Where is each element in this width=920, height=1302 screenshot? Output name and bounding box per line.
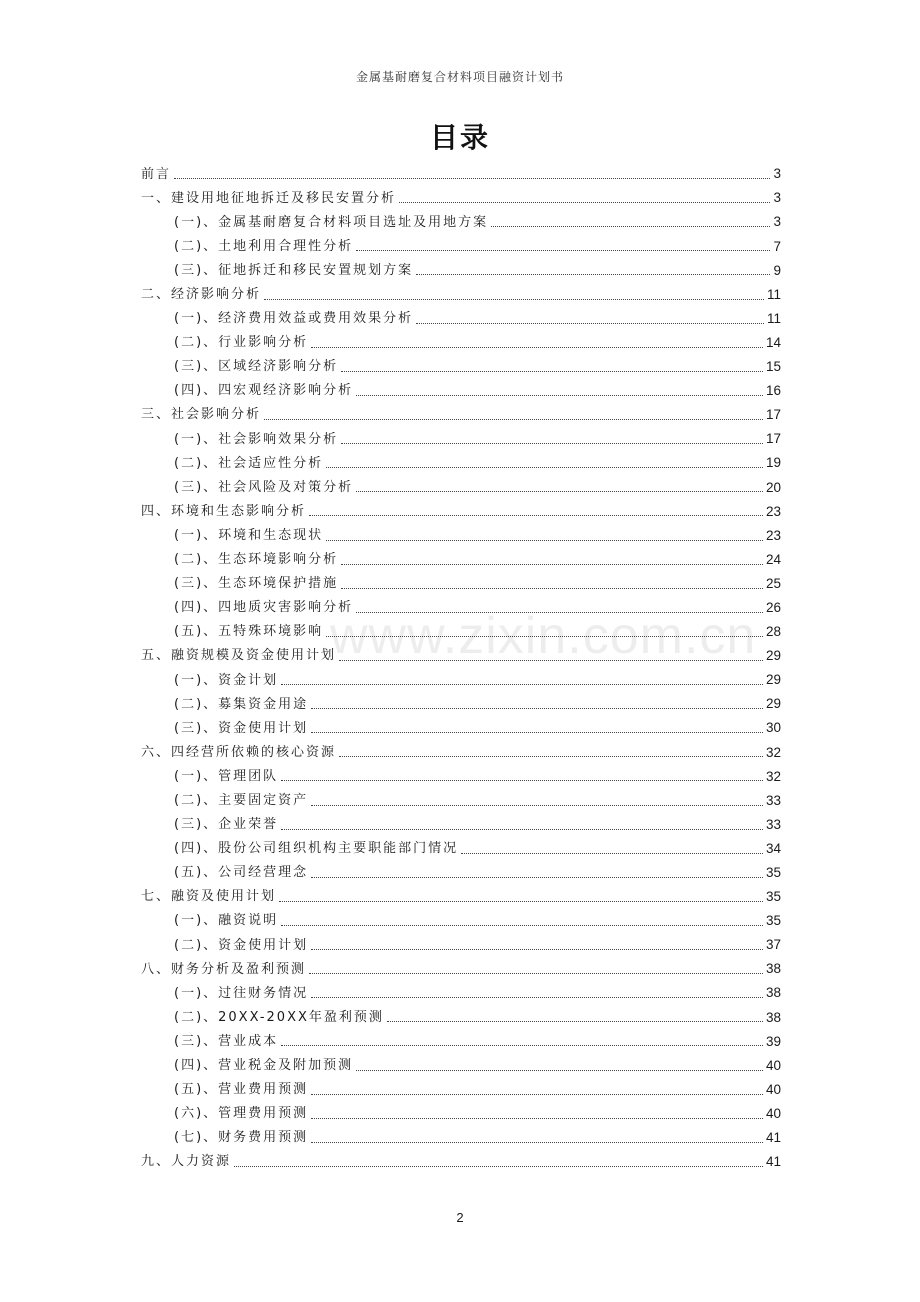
toc-entry-page: 34 bbox=[765, 840, 781, 856]
toc-entry-sub[interactable] bbox=[141, 210, 781, 234]
dot-leader bbox=[281, 780, 763, 781]
toc-entry-sub[interactable] bbox=[141, 523, 781, 547]
dot-leader bbox=[326, 540, 763, 541]
toc-entry[interactable] bbox=[141, 186, 781, 210]
toc-entry[interactable] bbox=[141, 740, 781, 764]
table-of-contents bbox=[141, 162, 781, 1174]
dot-leader bbox=[311, 949, 763, 950]
toc-entry-page: 35 bbox=[765, 889, 781, 905]
dot-leader bbox=[461, 853, 763, 854]
toc-entry-label: (二)、主要固定资产 bbox=[174, 792, 309, 808]
toc-entry-label: (一)、融资说明 bbox=[174, 913, 279, 929]
toc-entry-page: 15 bbox=[765, 359, 781, 375]
toc-entry-sub[interactable] bbox=[141, 861, 781, 885]
toc-entry-sub[interactable] bbox=[141, 596, 781, 620]
dot-leader bbox=[281, 1045, 763, 1046]
toc-entry-label: (四)、股份公司组织机构主要职能部门情况 bbox=[174, 841, 459, 857]
toc-entry-label: (三)、征地拆迁和移民安置规划方案 bbox=[174, 262, 414, 278]
toc-entry-page: 40 bbox=[765, 1081, 781, 1097]
toc-entry-label: 前言 bbox=[141, 166, 172, 182]
toc-entry-sub[interactable] bbox=[141, 668, 781, 692]
dot-leader bbox=[311, 997, 763, 998]
toc-entry-label: 二、经济影响分析 bbox=[141, 287, 262, 303]
dot-leader bbox=[311, 708, 763, 709]
toc-entry[interactable] bbox=[141, 885, 781, 909]
toc-entry-sub[interactable] bbox=[141, 234, 781, 258]
toc-entry-sub[interactable] bbox=[141, 981, 781, 1005]
toc-entry-page: 14 bbox=[765, 334, 781, 350]
toc-entry-sub[interactable] bbox=[141, 933, 781, 957]
toc-entry-page: 40 bbox=[765, 1105, 781, 1121]
toc-entry-sub[interactable] bbox=[141, 1102, 781, 1126]
toc-entry-page: 35 bbox=[765, 913, 781, 929]
dot-leader bbox=[311, 877, 763, 878]
dot-leader bbox=[311, 1094, 763, 1095]
toc-entry-page: 28 bbox=[765, 624, 781, 640]
dot-leader bbox=[341, 588, 763, 589]
toc-entry[interactable] bbox=[141, 499, 781, 523]
toc-entry-label: (一)、金属基耐磨复合材料项目选址及用地方案 bbox=[174, 214, 489, 230]
watermark: www.zixin.com.cn bbox=[330, 607, 757, 665]
dot-leader bbox=[341, 371, 763, 372]
toc-entry-page: 41 bbox=[765, 1130, 781, 1146]
toc-entry-label: (一)、环境和生态现状 bbox=[174, 527, 324, 543]
dot-leader bbox=[326, 467, 763, 468]
toc-entry-label: (二)、资金使用计划 bbox=[174, 937, 309, 953]
dot-leader bbox=[311, 1118, 763, 1119]
toc-entry-page: 9 bbox=[773, 262, 781, 278]
toc-entry-label: (二)、土地利用合理性分析 bbox=[174, 238, 354, 254]
dot-leader bbox=[281, 925, 763, 926]
toc-entry-page: 24 bbox=[765, 551, 781, 567]
toc-entry-label: (一)、社会影响效果分析 bbox=[174, 431, 339, 447]
toc-entry-page: 29 bbox=[765, 648, 781, 664]
dot-leader bbox=[491, 226, 770, 227]
toc-entry-label: 六、四经营所依赖的核心资源 bbox=[141, 744, 337, 760]
toc-entry-label: (三)、社会风险及对策分析 bbox=[174, 479, 354, 495]
toc-entry-sub[interactable] bbox=[141, 1053, 781, 1077]
dot-leader bbox=[281, 829, 763, 830]
toc-entry-sub[interactable] bbox=[141, 813, 781, 837]
toc-entry-page: 39 bbox=[765, 1033, 781, 1049]
dot-leader bbox=[387, 1021, 763, 1022]
toc-entry-label: (三)、营业成本 bbox=[174, 1033, 279, 1049]
toc-entry-sub[interactable] bbox=[141, 331, 781, 355]
toc-entry-label: (四)、四宏观经济影响分析 bbox=[174, 383, 354, 399]
dot-leader bbox=[264, 419, 763, 420]
dot-leader bbox=[341, 564, 763, 565]
toc-entry-label: (四)、四地质灾害影响分析 bbox=[174, 600, 354, 616]
running-header: 金属基耐磨复合材料项目融资计划书 bbox=[355, 70, 564, 84]
toc-entry-label: (三)、企业荣誉 bbox=[174, 817, 279, 833]
toc-entry-page: 23 bbox=[765, 503, 781, 519]
toc-entry-sub[interactable] bbox=[141, 475, 781, 499]
toc-entry-page: 16 bbox=[765, 383, 781, 399]
toc-entry-label: 一、建设用地征地拆迁及移民安置分析 bbox=[141, 190, 397, 206]
toc-entry-label: 九、人力资源 bbox=[141, 1154, 232, 1170]
toc-entry-label: (二)、募集资金用途 bbox=[174, 696, 309, 712]
toc-entry-page: 35 bbox=[765, 865, 781, 881]
toc-entry-page: 25 bbox=[765, 575, 781, 591]
toc-entry-page: 11 bbox=[766, 286, 781, 302]
toc-entry-label: (二)、20XX-20XX年盈利预测 bbox=[174, 1009, 384, 1025]
dot-leader bbox=[356, 612, 763, 613]
toc-entry-page: 3 bbox=[773, 166, 781, 182]
toc-entry-sub[interactable] bbox=[141, 1078, 781, 1102]
toc-entry-sub[interactable] bbox=[141, 1005, 781, 1029]
toc-entry-page: 41 bbox=[765, 1154, 781, 1170]
toc-entry-page: 11 bbox=[766, 310, 781, 326]
toc-entry-label: (一)、资金计划 bbox=[174, 672, 279, 688]
toc-entry-sub[interactable] bbox=[141, 620, 781, 644]
dot-leader bbox=[279, 901, 763, 902]
toc-entry-page: 29 bbox=[765, 672, 781, 688]
toc-entry-label: 四、环境和生态影响分析 bbox=[141, 503, 307, 519]
dot-leader bbox=[326, 636, 763, 637]
toc-entry-sub[interactable] bbox=[141, 548, 781, 572]
toc-entry[interactable] bbox=[141, 282, 781, 306]
toc-entry-sub[interactable] bbox=[141, 258, 781, 282]
toc-entry-label: (三)、生态环境保护措施 bbox=[174, 576, 339, 592]
dot-leader bbox=[281, 684, 763, 685]
page-title: 目录 bbox=[429, 121, 490, 154]
dot-leader bbox=[356, 395, 763, 396]
toc-entry-label: (二)、生态环境影响分析 bbox=[174, 552, 339, 568]
dot-leader bbox=[339, 660, 763, 661]
dot-leader bbox=[311, 347, 763, 348]
toc-entry-sub[interactable] bbox=[141, 1126, 781, 1150]
dot-leader bbox=[309, 515, 763, 516]
toc-entry-label: (二)、社会适应性分析 bbox=[174, 455, 324, 471]
toc-entry-label: (六)、管理费用预测 bbox=[174, 1106, 309, 1122]
dot-leader bbox=[234, 1166, 763, 1167]
toc-entry[interactable] bbox=[141, 957, 781, 981]
toc-entry-sub[interactable] bbox=[141, 692, 781, 716]
toc-entry-page: 20 bbox=[765, 479, 781, 495]
toc-entry-label: (五)、营业费用预测 bbox=[174, 1082, 309, 1098]
toc-entry-sub[interactable] bbox=[141, 1029, 781, 1053]
toc-entry-page: 33 bbox=[765, 792, 781, 808]
dot-leader bbox=[339, 756, 763, 757]
toc-entry-page: 32 bbox=[765, 744, 781, 760]
toc-entry-sub[interactable] bbox=[141, 764, 781, 788]
toc-entry-page: 37 bbox=[765, 937, 781, 953]
toc-entry-label: 五、融资规模及资金使用计划 bbox=[141, 648, 337, 664]
toc-entry[interactable] bbox=[141, 403, 781, 427]
toc-entry-page: 17 bbox=[765, 407, 781, 423]
toc-entry-label: (七)、财务费用预测 bbox=[174, 1130, 309, 1146]
dot-leader bbox=[356, 491, 763, 492]
toc-entry-sub[interactable] bbox=[141, 909, 781, 933]
toc-entry-page: 38 bbox=[765, 1009, 781, 1025]
dot-leader bbox=[416, 323, 764, 324]
dot-leader bbox=[311, 732, 763, 733]
toc-entry-label: (二)、行业影响分析 bbox=[174, 335, 309, 351]
toc-entry-label: (五)、公司经营理念 bbox=[174, 865, 309, 881]
dot-leader bbox=[174, 178, 770, 179]
dot-leader bbox=[416, 274, 770, 275]
toc-entry-label: (三)、资金使用计划 bbox=[174, 720, 309, 736]
toc-entry[interactable] bbox=[141, 1150, 781, 1174]
dot-leader bbox=[264, 299, 764, 300]
toc-entry-label: (五)、五特殊环境影响 bbox=[174, 624, 324, 640]
toc-entry-label: (一)、过往财务情况 bbox=[174, 985, 309, 1001]
dot-leader bbox=[311, 1142, 763, 1143]
toc-entry-label: (四)、营业税金及附加预测 bbox=[174, 1058, 354, 1074]
toc-entry-page: 32 bbox=[765, 768, 781, 784]
toc-entry-sub[interactable] bbox=[141, 451, 781, 475]
toc-entry-sub[interactable] bbox=[141, 307, 781, 331]
toc-entry-sub[interactable] bbox=[141, 572, 781, 596]
toc-entry-label: (一)、管理团队 bbox=[174, 768, 279, 784]
toc-entry-sub[interactable] bbox=[141, 355, 781, 379]
dot-leader bbox=[399, 202, 770, 203]
toc-entry-page: 38 bbox=[765, 961, 781, 977]
toc-entry-page: 38 bbox=[765, 985, 781, 1001]
toc-entry-sub[interactable] bbox=[141, 716, 781, 740]
dot-leader bbox=[356, 250, 770, 251]
toc-entry-page: 7 bbox=[773, 238, 781, 254]
page-number: 2 bbox=[456, 1210, 464, 1225]
toc-entry-label: 七、融资及使用计划 bbox=[141, 889, 277, 905]
toc-entry-page: 26 bbox=[765, 599, 781, 615]
toc-entry-sub[interactable] bbox=[141, 837, 781, 861]
toc-entry[interactable] bbox=[141, 162, 781, 186]
dot-leader bbox=[311, 805, 763, 806]
toc-entry-page: 33 bbox=[765, 816, 781, 832]
toc-entry-page: 29 bbox=[765, 696, 781, 712]
toc-entry-page: 3 bbox=[773, 190, 781, 206]
toc-entry-page: 3 bbox=[773, 214, 781, 230]
toc-entry-page: 23 bbox=[765, 527, 781, 543]
toc-entry[interactable] bbox=[141, 644, 781, 668]
toc-entry-page: 17 bbox=[765, 431, 781, 447]
toc-entry-sub[interactable] bbox=[141, 427, 781, 451]
toc-entry-sub[interactable] bbox=[141, 379, 781, 403]
toc-entry-page: 19 bbox=[765, 455, 781, 471]
dot-leader bbox=[309, 973, 763, 974]
dot-leader bbox=[356, 1070, 763, 1071]
toc-entry-sub[interactable] bbox=[141, 788, 781, 812]
dot-leader bbox=[341, 443, 763, 444]
toc-entry-label: 三、社会影响分析 bbox=[141, 407, 262, 423]
toc-entry-label: 八、财务分析及盈利预测 bbox=[141, 961, 307, 977]
toc-entry-page: 30 bbox=[765, 720, 781, 736]
toc-entry-page: 40 bbox=[765, 1057, 781, 1073]
toc-entry-label: (一)、经济费用效益或费用效果分析 bbox=[174, 311, 414, 327]
toc-entry-label: (三)、区域经济影响分析 bbox=[174, 359, 339, 375]
